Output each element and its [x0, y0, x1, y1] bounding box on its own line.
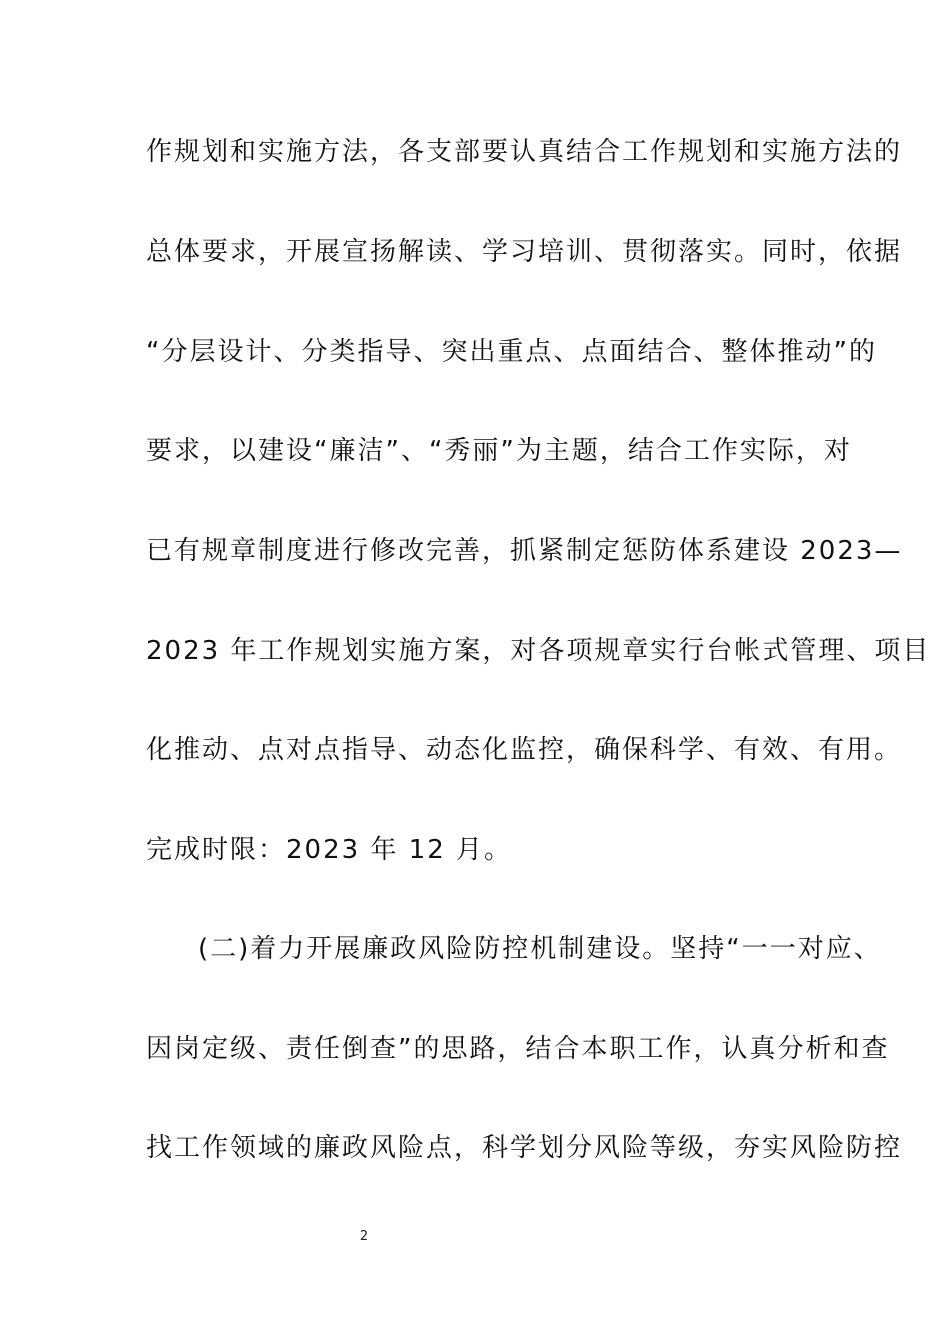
body-text-line: “分层设计、分类指导、突出重点、点面结合、整体推动”的: [146, 337, 877, 367]
body-text-line: 已有规章制度进行修改完善，抓紧制定惩防体系建设 2023—: [146, 536, 903, 566]
body-text-line: 因岗定级、责任倒查”的思路，结合本职工作，认真分析和查: [146, 1034, 890, 1064]
body-text-line: 要求，以建设“廉洁”、“秀丽”为主题，结合工作实际，对: [146, 436, 852, 466]
body-text-line: 2023 年工作规划实施方案，对各项规章实行台帐式管理、项目: [146, 636, 931, 666]
body-text-line: 作规划和实施方法，各支部要认真结合工作规划和实施方法的: [146, 137, 903, 167]
body-text-line: 化推动、点对点指导、动态化监控，确保科学、有效、有用。: [146, 735, 903, 765]
body-text-line: 找工作领域的廉政风险点，科学划分风险等级，夯实风险防控: [146, 1133, 903, 1163]
body-text-line: 完成时限：2023 年 12 月。: [146, 835, 513, 865]
body-text-line: 总体要求，开展宣扬解读、学习培训、贯彻落实。同时，依据: [146, 237, 903, 267]
section-heading-line: (二)着力开展廉政风险防控机制建设。坚持“一一对应、: [198, 934, 882, 964]
page-number: 2: [359, 1229, 369, 1244]
